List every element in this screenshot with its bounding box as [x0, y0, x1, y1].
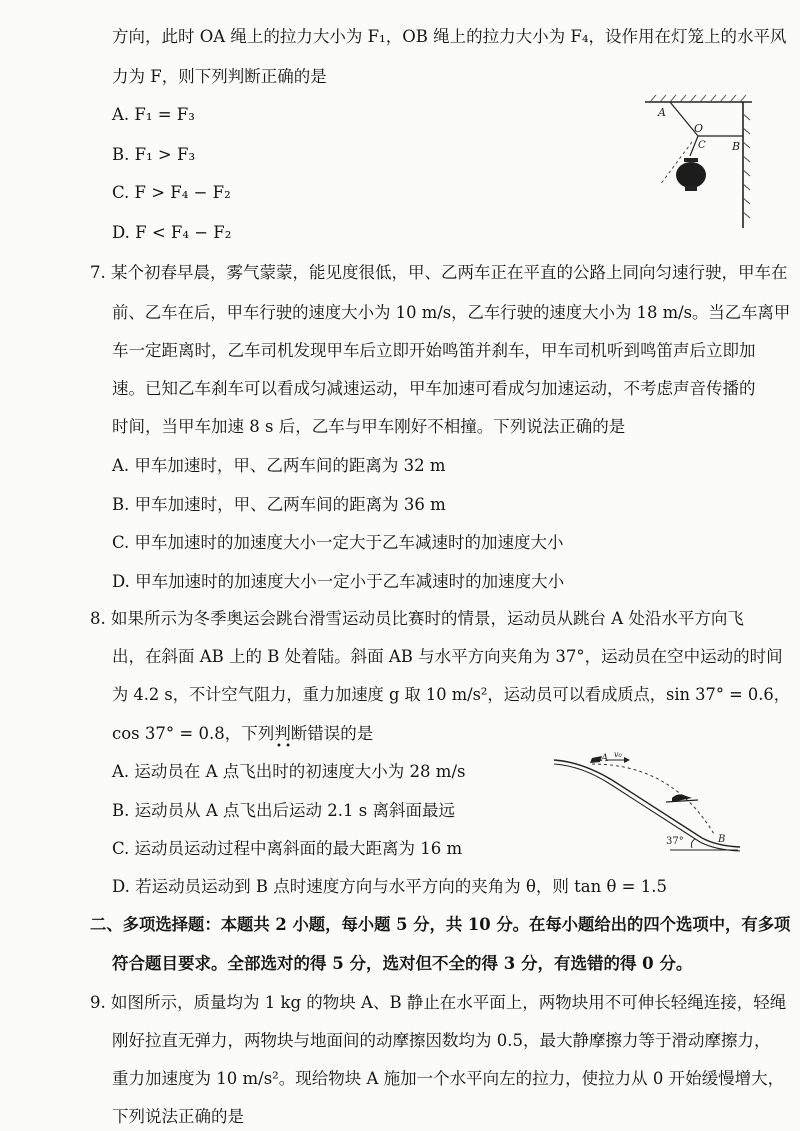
q8-stem-line-2: 出，在斜面 AB 上的 B 处着陆。斜面 AB 与水平方向夹角为 37°，运动员在空中运动的时间	[112, 647, 783, 666]
q6-option-d: D. F < F₄ − F₂	[112, 223, 232, 242]
q7-option-b: B. 甲车加速时，甲、乙两车间的距离为 36 m	[112, 495, 446, 514]
label-v0: v₀	[614, 752, 622, 759]
q6-stem-line-2: 力为 F，则下列判断正确的是	[112, 67, 327, 86]
emphasis-dots: • •	[276, 741, 291, 752]
section2-line-1: 二、多项选择题：本题共 2 小题，每小题 5 分，共 10 分。在每小题给出的四个选项中，有多项	[90, 915, 791, 934]
q8-option-d: D. 若运动员运动到 B 点时速度方向与水平方向的夹角为 θ，则 tan θ = 1.5	[112, 877, 667, 896]
label-b: B	[732, 140, 741, 153]
q8-option-a: A. 运动员在 A 点飞出时的初速度大小为 28 m/s	[112, 762, 466, 781]
section2-line-2: 符合题目要求。全部选对的得 5 分，选对但不全的得 3 分，有选错的得 0 分。	[112, 954, 693, 973]
q7-option-a: A. 甲车加速时，甲、乙两车间的距离为 32 m	[112, 456, 446, 475]
q6-stem-line-1: 方向，此时 OA 绳上的拉力大小为 F₁，OB 绳上的拉力大小为 F₄，设作用在灯笼上的水平风	[112, 27, 787, 46]
q8-option-c: C. 运动员运动过程中离斜面的最大距离为 16 m	[112, 839, 463, 858]
q7-option-d: D. 甲车加速时的加速度大小一定小于乙车减速时的加速度大小	[112, 572, 565, 591]
q8-stem-line-4: cos 37° = 0.8，下列判断错误的是	[112, 724, 374, 743]
label-a: A	[601, 753, 609, 764]
q6-option-b: B. F₁ > F₃	[112, 145, 196, 164]
q7-stem-line-4: 速。已知乙车刹车可以看成匀减速运动，甲车加速可看成匀加速运动，不考虑声音传播的	[112, 379, 756, 398]
q9-stem-line-3: 重力加速度为 10 m/s²。现给物块 A 施加一个水平向左的拉力，使拉力从 0 开始缓慢增大，	[112, 1069, 785, 1088]
q7-stem-line-2: 前、乙车在后，甲车行驶的速度大小为 10 m/s，乙车行驶的速度大小为 18 m/s。当乙车离甲	[112, 303, 791, 322]
q6-option-c: C. F > F₄ − F₂	[112, 183, 231, 202]
label-c: C	[698, 140, 706, 151]
label-angle: 37°	[666, 836, 684, 847]
q7-stem-line-3: 车一定距离时，乙车司机发现甲车后立即开始鸣笛并刹车，甲车司机听到鸣笛声后立即加	[112, 341, 756, 360]
q8-option-b: B. 运动员从 A 点飞出后运动 2.1 s 离斜面最远	[112, 801, 455, 820]
label-b: B	[718, 834, 726, 845]
label-a: A	[658, 106, 666, 119]
q8-stem-line-1: 8. 如果所示为冬季奥运会跳台滑雪运动员比赛时的情景，运动员从跳台 A 处沿水平方向飞	[90, 609, 744, 628]
q9-stem-line-4: 下列说法正确的是	[112, 1107, 244, 1126]
q7-stem-line-1: 7. 某个初春早晨，雾气蒙蒙，能见度很低，甲、乙两车正在平直的公路上同向匀速行驶，甲车在	[90, 263, 788, 282]
q7-stem-line-5: 时间，当甲车加速 8 s 后，乙车与甲车刚好不相撞。下列说法正确的是	[112, 417, 626, 436]
ski-jump-figure	[552, 752, 742, 852]
label-o: O	[694, 122, 704, 135]
q9-stem-line-2: 刚好拉直无弹力，两物块与地面间的动摩擦因数均为 0.5，最大静摩擦力等于滑动摩擦力，	[112, 1031, 771, 1050]
q7-option-c: C. 甲车加速时的加速度大小一定大于乙车减速时的加速度大小	[112, 533, 564, 552]
q9-stem-line-1: 9. 如图所示，质量均为 1 kg 的物块 A、B 静止在水平面上，两物块用不可伸长轻绳连接，轻绳	[90, 993, 787, 1012]
q6-option-a: A. F₁ = F₃	[112, 105, 195, 124]
q8-stem-line-3: 为 4.2 s，不计空气阻力，重力加速度 g 取 10 m/s²，运动员可以看成质点，sin 37° = 0.6，	[112, 685, 790, 704]
lantern-figure	[640, 90, 760, 230]
